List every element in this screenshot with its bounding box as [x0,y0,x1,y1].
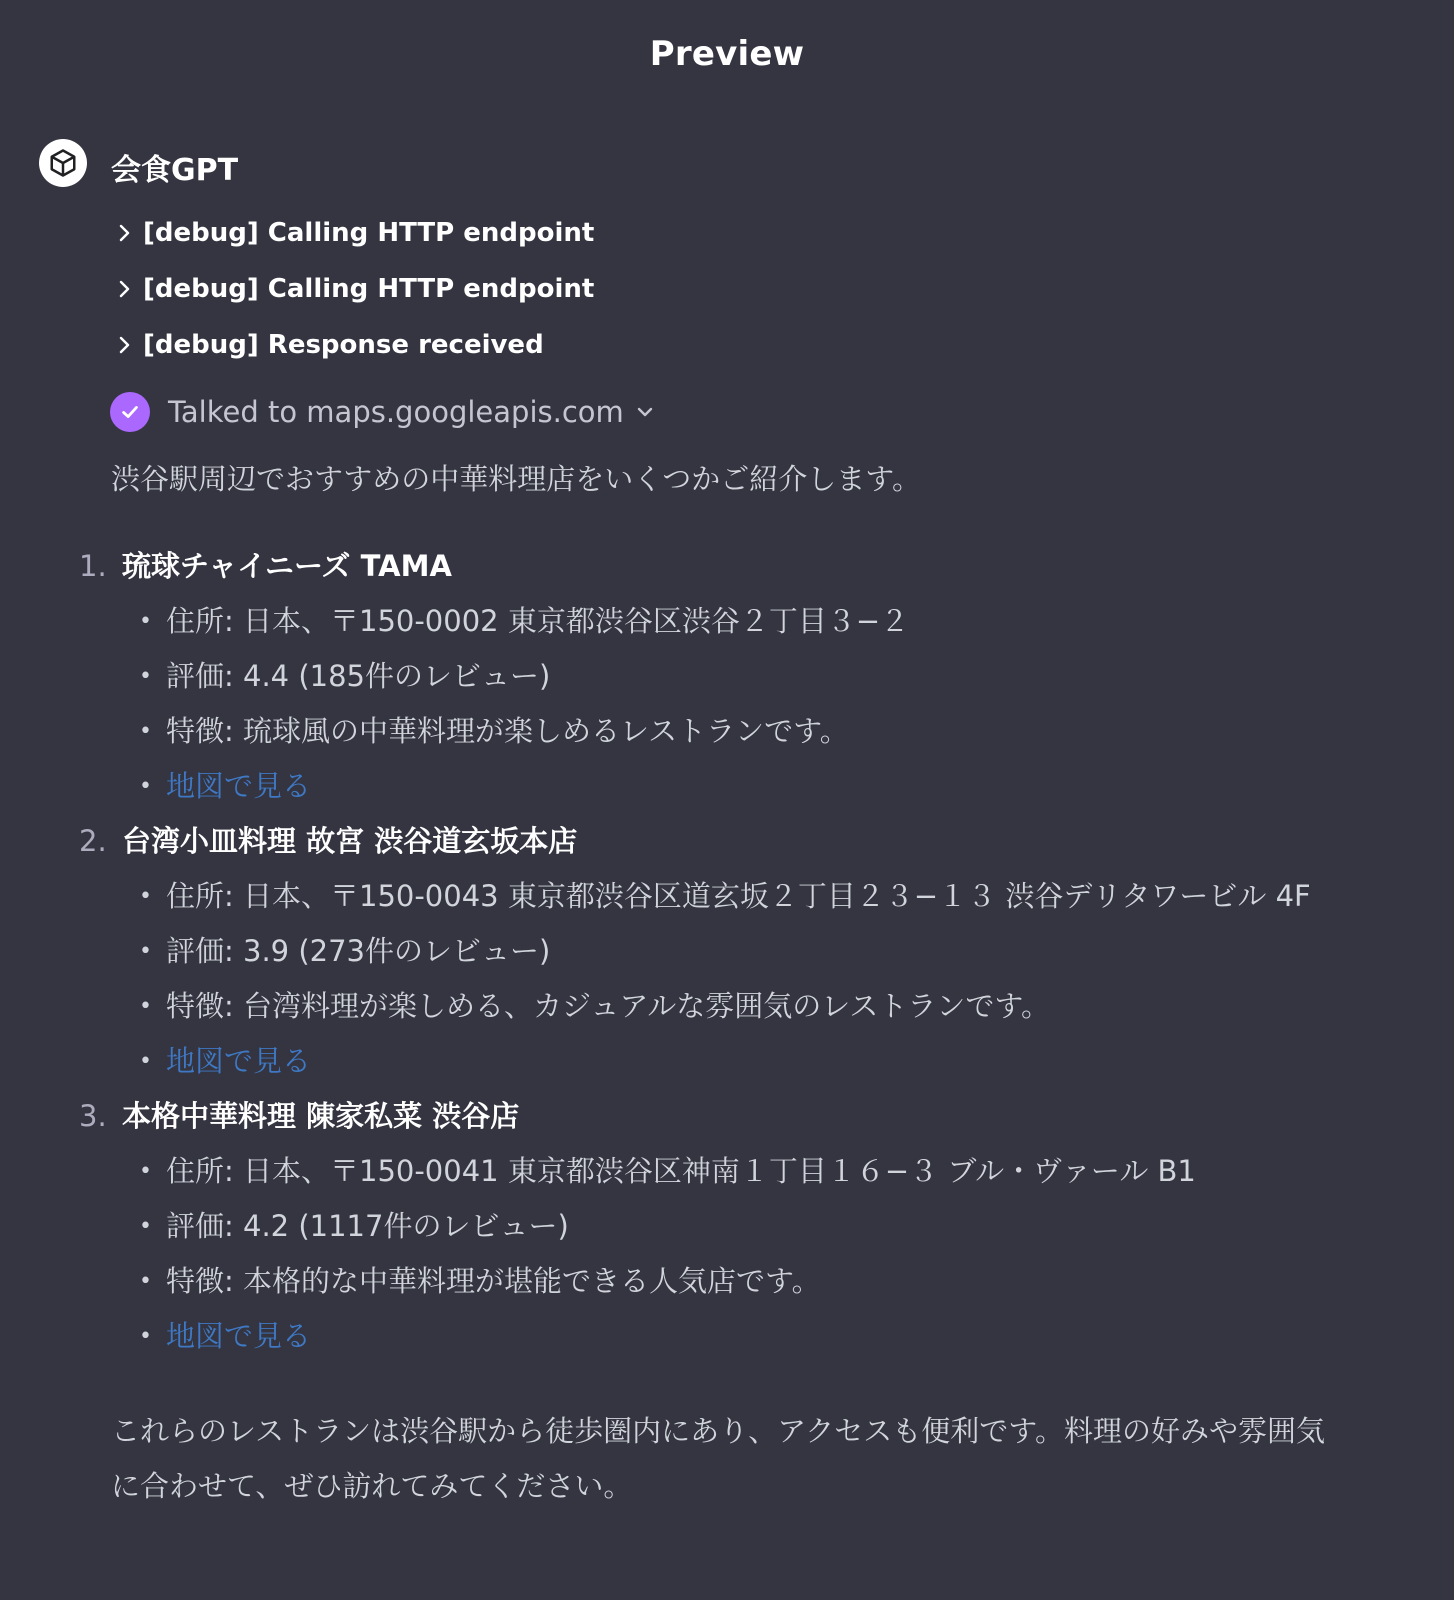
restaurant-details [111,869,1341,1089]
detail-feature: • 特徴: 本格的な中華料理が堪能できる人気店です。 [139,1264,821,1298]
plugin-status-label: Talked to maps.googleapis.com [168,395,624,429]
detail-map: • 地図で見る [139,1319,312,1353]
debug-item[interactable] [117,205,594,261]
plugin-status-toggle[interactable] [110,392,654,432]
restaurant-details [111,1144,1341,1364]
list-number: 2. [79,824,107,858]
cube-icon [48,148,78,178]
detail-address: • 住所: 日本、〒150-0002 東京都渋谷区渋谷２丁目３−２ [139,604,910,638]
map-link[interactable]: 地図で見る [166,1319,312,1353]
assistant-message [79,452,1341,1514]
detail-feature: • 特徴: 琉球風の中華料理が楽しめるレストランです。 [139,714,849,748]
check-icon [110,392,150,432]
debug-item[interactable] [117,261,594,317]
detail-address: • 住所: 日本、〒150-0041 東京都渋谷区神南１丁目１６−３ ブル・ヴァール B1 [139,1154,1196,1188]
debug-list [117,205,594,373]
list-number: 3. [79,1099,107,1133]
debug-label: [debug] Calling HTTP endpoint [143,274,595,304]
detail-map: • 地図で見る [139,769,312,803]
detail-feature: • 特徴: 台湾料理が楽しめる、カジュアルな雰囲気のレストランです。 [139,989,1051,1023]
detail-rating: • 評価: 4.2 (1117件のレビュー) [139,1209,569,1243]
map-link[interactable]: 地図で見る [166,1044,312,1078]
bot-name: 会食GPT [111,153,239,188]
restaurant-list [79,539,1341,1364]
message-outro: これらのレストランは渋谷駅から徒歩圏内にあり、アクセスも便利です。料理の好みや雰囲気に合わせて、ぜひ訪れてみてください。 [111,1414,1325,1503]
debug-label: [debug] Response received [143,330,544,360]
restaurant-details [111,594,1341,814]
map-link[interactable]: 地図で見る [166,769,312,803]
chevron-down-icon [636,405,654,419]
list-item [79,814,1341,1089]
debug-label: [debug] Calling HTTP endpoint [143,218,595,248]
message-intro: 渋谷駅周辺でおすすめの中華料理店をいくつかご紹介します。 [111,462,921,496]
restaurant-name: 本格中華料理 陳家私菜 渋谷店 [122,1099,520,1133]
page-title: Preview [649,34,805,74]
detail-address: • 住所: 日本、〒150-0043 東京都渋谷区道玄坂２丁目２３−１３ 渋谷デリタワービル 4F [139,879,1311,913]
list-number: 1. [79,549,107,583]
restaurant-name: 琉球チャイニーズ TAMA [122,549,452,583]
chevron-right-icon [117,334,137,356]
detail-rating: • 評価: 4.4 (185件のレビュー) [139,659,551,693]
debug-item[interactable] [117,317,594,373]
chevron-right-icon [117,278,137,300]
detail-rating: • 評価: 3.9 (273件のレビュー) [139,934,551,968]
restaurant-name: 台湾小皿料理 故宮 渋谷道玄坂本店 [122,824,578,858]
chevron-right-icon [117,222,137,244]
list-item [79,1089,1341,1364]
avatar [39,139,87,187]
list-item [79,539,1341,814]
detail-map: • 地図で見る [139,1044,312,1078]
